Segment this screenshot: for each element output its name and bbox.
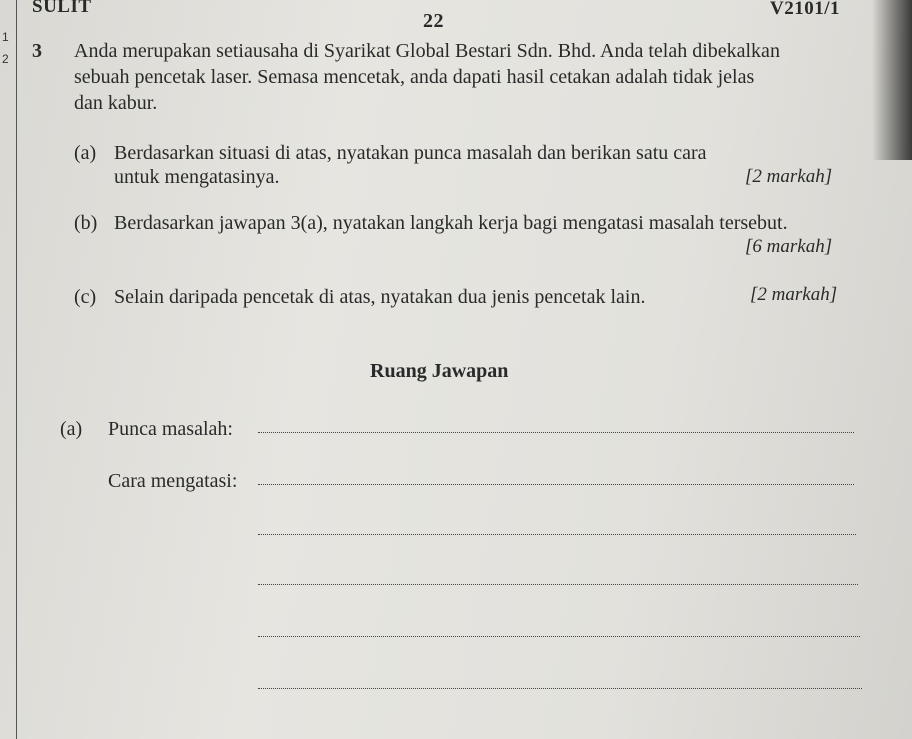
part-a-label: (a) bbox=[74, 142, 97, 164]
paper-code: V2101/1 bbox=[770, 0, 840, 19]
answer-line-cause[interactable] bbox=[258, 432, 854, 433]
solution-label: Cara mengatasi: bbox=[108, 470, 238, 492]
question-intro-line: sebuah pencetak laser. Semasa mencetak, anda dapati hasil cetakan adalah tidak jelas bbox=[74, 66, 755, 88]
header-sulit: SULIT bbox=[32, 0, 92, 17]
part-b-text: Berdasarkan jawapan 3(a), nyatakan langkah kerja bagi mengatasi masalah tersebut. bbox=[114, 212, 788, 234]
answer-line[interactable] bbox=[258, 584, 858, 585]
answer-part-label: (a) bbox=[60, 418, 83, 440]
part-c-label: (c) bbox=[74, 286, 97, 308]
page-edge-shadow bbox=[872, 0, 912, 160]
part-b-label: (b) bbox=[74, 212, 98, 234]
answer-line[interactable] bbox=[258, 636, 860, 637]
page-number: 22 bbox=[423, 10, 444, 32]
answer-space-title: Ruang Jawapan bbox=[370, 360, 509, 382]
question-number: 3 bbox=[32, 40, 42, 62]
part-a-text: untuk mengatasinya. bbox=[114, 166, 280, 188]
page-left-border bbox=[0, 0, 17, 739]
cause-label: Punca masalah: bbox=[108, 418, 233, 440]
part-c-text: Selain daripada pencetak di atas, nyatakan dua jenis pencetak lain. bbox=[114, 286, 646, 308]
answer-line-solution[interactable] bbox=[258, 484, 854, 485]
part-a-marks: [2 markah] bbox=[745, 166, 833, 187]
question-intro-line: Anda merupakan setiausaha di Syarikat Global Bestari Sdn. Bhd. Anda telah dibekalkan bbox=[74, 40, 780, 62]
answer-line[interactable] bbox=[258, 534, 856, 535]
answer-line[interactable] bbox=[258, 688, 862, 689]
margin-mark: 2 bbox=[2, 52, 9, 66]
margin-mark: 1 bbox=[2, 30, 9, 44]
question-intro-line: dan kabur. bbox=[74, 92, 158, 114]
part-c-marks: [2 markah] bbox=[750, 284, 838, 305]
part-a-text: Berdasarkan situasi di atas, nyatakan punca masalah dan berikan satu cara bbox=[114, 142, 707, 164]
part-b-marks: [6 markah] bbox=[745, 236, 833, 257]
